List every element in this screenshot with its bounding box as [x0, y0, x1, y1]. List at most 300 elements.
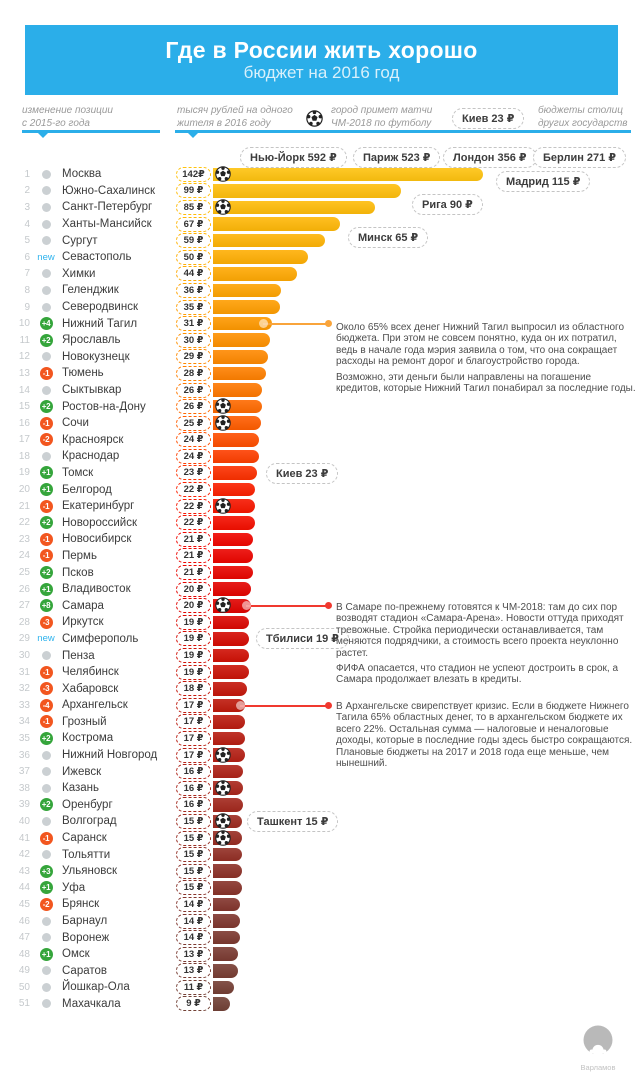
table-row	[0, 531, 636, 548]
city-label: Сургут	[62, 234, 98, 247]
rank-number: 35	[18, 732, 30, 744]
legend-value-line1: тысяч рублей на одного	[177, 105, 293, 116]
rank-down-badge: -1	[40, 715, 53, 728]
value-bubble: 15 ₽	[176, 864, 211, 879]
city-label: Кострома	[62, 732, 114, 745]
rank-down-badge: -1	[40, 666, 53, 679]
budget-bar	[213, 333, 270, 347]
rank-number: 41	[18, 832, 30, 844]
city-label: Воронеж	[62, 931, 110, 944]
budget-bar	[213, 582, 251, 596]
budget-bar	[213, 549, 253, 563]
no-change-dot-icon	[42, 303, 51, 312]
annotation-paragraph: В Архангельске свирепствует кризис. Если в бюджете Нижнего Тагила 65% областных денег, то в архангельском бюджете их всего 22%. Остальная сумма — налоговые и неналоговые доходы, которые в последние годы здесь быстро сокращаются. Плановые бюджеты на 2017 и 2018 года еще меньше, чем нынешний.	[336, 701, 633, 770]
city-label: Севастополь	[62, 251, 132, 264]
budget-bar	[213, 898, 240, 912]
change-badge-cell	[30, 832, 62, 845]
budget-bar	[213, 184, 401, 198]
no-change-dot-icon	[42, 933, 51, 942]
change-badge-cell	[30, 500, 62, 513]
budget-bar	[213, 450, 259, 464]
value-bubble: 19 ₽	[176, 615, 211, 630]
no-change-dot-icon	[42, 850, 51, 859]
table-row	[0, 564, 636, 581]
city-label: Иркутск	[62, 616, 104, 629]
city-label: Владивосток	[62, 583, 131, 596]
rank-number: 19	[18, 467, 30, 479]
rank-down-badge: -1	[40, 367, 53, 380]
no-change-dot-icon	[42, 286, 51, 295]
city-label: Пенза	[62, 649, 95, 662]
city-label: Южно-Сахалинск	[62, 184, 155, 197]
header-banner	[25, 25, 618, 95]
budget-bar	[213, 433, 259, 447]
budget-bar	[213, 234, 325, 248]
budget-bar	[213, 715, 245, 729]
bar-track	[213, 433, 636, 447]
budget-bar	[213, 732, 245, 746]
change-badge-cell	[30, 616, 62, 629]
budget-bar	[213, 217, 340, 231]
change-badge-cell	[30, 784, 62, 793]
table-row	[0, 398, 636, 415]
change-badge-cell	[30, 203, 62, 212]
table-row	[0, 548, 636, 565]
bar-track	[213, 499, 636, 513]
rank-number: 50	[18, 981, 30, 993]
budget-bar	[213, 914, 240, 928]
rank-number: 36	[18, 749, 30, 761]
change-badge-cell	[30, 881, 62, 894]
value-bubble: 14 ₽	[176, 914, 211, 929]
budget-bar	[213, 383, 262, 397]
no-change-dot-icon	[42, 817, 51, 826]
rank-number: 18	[18, 450, 30, 462]
value-bubble: 26 ₽	[176, 399, 211, 414]
rank-number: 26	[18, 583, 30, 595]
bar-track	[213, 582, 636, 596]
annotation-paragraph: Возможно, эти деньги были направлены на погашение кредитов, которые Нижний Тагил понабирал за последние годы.	[336, 371, 636, 395]
table-row	[0, 880, 636, 897]
rank-number: 48	[18, 948, 30, 960]
city-label: Уфа	[62, 881, 86, 894]
rank-up-badge: +2	[40, 732, 53, 745]
city-label: Екатеринбург	[62, 500, 135, 513]
worldcup-ball-icon	[215, 830, 231, 846]
no-change-dot-icon	[42, 170, 51, 179]
city-label: Саратов	[62, 964, 108, 977]
table-row	[0, 282, 636, 299]
budget-bar	[213, 516, 255, 530]
annotation-paragraph: Около 65% всех денег Нижний Тагил выпросил из областного бюджета. При этом не совсем понятно, куда он их потратил, ведь в начале года мэрия заявила о том, что она сокращает расходы на ремонт дорог и благоустройство города.	[336, 322, 625, 368]
city-label: Псков	[62, 566, 94, 579]
bar-track	[213, 450, 636, 464]
value-bubble: 21 ₽	[176, 548, 211, 563]
worldcup-ball-icon	[215, 398, 231, 414]
rank-number: 42	[18, 849, 30, 861]
rank-number: 49	[18, 965, 30, 977]
value-bubble: 14 ₽	[176, 930, 211, 945]
value-bubble: 21 ₽	[176, 532, 211, 547]
value-bubble: 28 ₽	[176, 366, 211, 381]
table-row	[0, 514, 636, 531]
bar-track	[213, 848, 636, 862]
value-bubble: 19 ₽	[176, 631, 211, 646]
value-bubble: 18 ₽	[176, 681, 211, 696]
budget-bar	[213, 682, 247, 696]
rank-up-badge: +2	[40, 334, 53, 347]
annotation-text	[336, 701, 636, 773]
change-badge-cell	[30, 549, 62, 562]
value-bubble: 9 ₽	[176, 996, 211, 1011]
capital-budget-bubble: Берлин 271 ₽	[533, 147, 626, 168]
change-badge-cell	[30, 865, 62, 878]
change-badge-cell	[30, 666, 62, 679]
city-label: Красноярск	[62, 433, 124, 446]
worldcup-ball-icon	[215, 498, 231, 514]
change-badge-cell	[30, 433, 62, 446]
annotation-text	[336, 602, 636, 690]
capital-budget-bubble: Минск 65 ₽	[348, 227, 428, 248]
table-row	[0, 896, 636, 913]
annotation-paragraph: ФИФА опасается, что стадион не успеют достроить в срок, а Самара продолжает влезать в кредиты.	[336, 663, 619, 686]
budget-bar	[213, 931, 240, 945]
rank-up-badge: +1	[40, 483, 53, 496]
city-label: Самара	[62, 599, 104, 612]
value-bubble: 17 ₽	[176, 731, 211, 746]
rank-number: 3	[24, 201, 30, 213]
soccer-ball-icon	[306, 110, 323, 127]
value-bubble: 20 ₽	[176, 582, 211, 597]
value-bubble: 15 ₽	[176, 831, 211, 846]
budget-bar	[213, 350, 268, 364]
worldcup-ball-icon	[215, 597, 231, 613]
change-badge-cell	[30, 898, 62, 911]
city-label: Казань	[62, 782, 99, 795]
city-label: Грозный	[62, 715, 107, 728]
no-change-dot-icon	[42, 220, 51, 229]
city-label: Волгоград	[62, 815, 117, 828]
rank-down-badge: -1	[40, 549, 53, 562]
bar-track	[213, 549, 636, 563]
rank-number: 51	[18, 998, 30, 1010]
worldcup-ball-icon	[215, 747, 231, 763]
legend-ball-line2: ЧМ-2018 по футболу	[331, 117, 432, 129]
rank-number: 37	[18, 766, 30, 778]
legend-change-line2: с 2015-го года	[22, 117, 90, 129]
value-bubble: 15 ₽	[176, 814, 211, 829]
city-label: Нижний Тагил	[62, 317, 138, 330]
change-badge-cell	[30, 999, 62, 1008]
rank-number: 9	[24, 301, 30, 313]
table-row	[0, 266, 636, 283]
bar-track	[213, 483, 636, 497]
budget-bar	[213, 466, 257, 480]
rank-number: 45	[18, 898, 30, 910]
no-change-dot-icon	[42, 236, 51, 245]
table-row	[0, 415, 636, 432]
city-label: Новокузнецк	[62, 350, 130, 363]
callout-source-dot	[236, 701, 245, 710]
rank-up-badge: +1	[40, 948, 53, 961]
bar-track	[213, 533, 636, 547]
value-bubble: 26 ₽	[176, 383, 211, 398]
budget-bar	[213, 798, 243, 812]
rank-number: 29	[18, 633, 30, 645]
value-bubble: 24 ₽	[176, 432, 211, 447]
change-badge-cell	[30, 533, 62, 546]
change-badge-cell	[30, 583, 62, 596]
value-bubble: 20 ₽	[176, 598, 211, 613]
legend-pointer-change	[38, 133, 48, 138]
rank-number: 43	[18, 865, 30, 877]
rank-down-badge: -2	[40, 433, 53, 446]
change-badge-cell	[30, 633, 62, 644]
city-label: Пермь	[62, 549, 97, 562]
bar-track	[213, 947, 636, 961]
no-change-dot-icon	[42, 651, 51, 660]
city-label: Челябинск	[62, 666, 119, 679]
city-label: Химки	[62, 267, 96, 280]
no-change-dot-icon	[42, 999, 51, 1008]
budget-bar	[213, 201, 375, 215]
budget-bar	[213, 997, 230, 1011]
change-badge-cell	[30, 334, 62, 347]
value-bubble: 25 ₽	[176, 416, 211, 431]
no-change-dot-icon	[42, 966, 51, 975]
rank-number: 31	[18, 666, 30, 678]
rank-number: 23	[18, 533, 30, 545]
budget-bar	[213, 649, 249, 663]
budget-bar	[213, 566, 253, 580]
table-row	[0, 498, 636, 515]
bar-track	[213, 284, 636, 298]
rank-up-badge: +3	[40, 865, 53, 878]
change-badge-cell	[30, 917, 62, 926]
bar-track	[213, 250, 636, 264]
city-label: Махачкала	[62, 997, 121, 1010]
value-bubble: 17 ₽	[176, 748, 211, 763]
value-bubble: 15 ₽	[176, 880, 211, 895]
legend-value-line2: жителя в 2016 году	[177, 117, 271, 129]
budget-bar	[213, 632, 249, 646]
change-badge-cell	[30, 751, 62, 760]
budget-bar	[213, 483, 255, 497]
city-ranking-list	[0, 166, 636, 1012]
capital-budget-bubble: Нью-Йорк 592 ₽	[240, 147, 347, 168]
table-row	[0, 929, 636, 946]
rank-number: 4	[24, 218, 30, 230]
legend-ball-line1: город примет матчи	[331, 105, 433, 116]
value-bubble: 44 ₽	[176, 266, 211, 281]
legend-value-unit	[177, 105, 293, 130]
change-badge-cell	[30, 466, 62, 479]
page-subtitle: бюджет на 2016 год	[243, 63, 400, 82]
callout-source-dot	[259, 319, 268, 328]
bar-track	[213, 831, 636, 845]
change-badge-cell	[30, 483, 62, 496]
varlamov-afro-icon	[578, 1024, 618, 1060]
value-bubble: 22 ₽	[176, 499, 211, 514]
bar-track	[213, 898, 636, 912]
no-change-dot-icon	[42, 983, 51, 992]
value-bubble: 19 ₽	[176, 648, 211, 663]
city-label: Ульяновск	[62, 865, 117, 878]
table-row	[0, 830, 636, 847]
callout-line	[240, 705, 328, 707]
bar-track	[213, 798, 636, 812]
city-label: Симферополь	[62, 632, 139, 645]
value-bubble: 16 ₽	[176, 797, 211, 812]
table-row	[0, 846, 636, 863]
bar-track	[213, 300, 636, 314]
value-bubble: 22 ₽	[176, 482, 211, 497]
change-badge-cell	[30, 516, 62, 529]
legend-foreign-capitals	[538, 105, 628, 130]
author-logo	[572, 1024, 624, 1072]
value-bubble: 29 ₽	[176, 349, 211, 364]
change-badge-cell	[30, 400, 62, 413]
rank-up-badge: +2	[40, 400, 53, 413]
city-label: Йошкар-Ола	[62, 981, 130, 994]
capital-budget-bubble: Ташкент 15 ₽	[247, 811, 338, 832]
rank-down-badge: -2	[40, 898, 53, 911]
value-bubble: 11 ₽	[176, 980, 211, 995]
change-badge-cell	[30, 767, 62, 776]
table-row	[0, 432, 636, 449]
value-bubble: 85 ₽	[176, 200, 211, 215]
change-badge-cell	[30, 682, 62, 695]
table-row	[0, 996, 636, 1013]
change-badge-cell	[30, 983, 62, 992]
rank-up-badge: +1	[40, 583, 53, 596]
legend-pointer-bars	[188, 133, 198, 138]
change-badge-cell	[30, 566, 62, 579]
table-row	[0, 581, 636, 598]
rank-down-badge: -3	[40, 682, 53, 695]
city-label: Санкт-Петербург	[62, 201, 153, 214]
change-badge-cell	[30, 236, 62, 245]
change-badge-cell	[30, 317, 62, 330]
no-change-dot-icon	[42, 917, 51, 926]
budget-bar	[213, 367, 266, 381]
city-label: Москва	[62, 168, 102, 181]
annotation-text	[336, 322, 636, 398]
rank-down-badge: -1	[40, 832, 53, 845]
change-badge-cell	[30, 966, 62, 975]
rank-number: 34	[18, 716, 30, 728]
rank-down-badge: -1	[40, 533, 53, 546]
change-badge-cell	[30, 798, 62, 811]
rank-up-badge: +1	[40, 466, 53, 479]
callout-end-dot	[325, 320, 332, 327]
bar-track	[213, 931, 636, 945]
callout-end-dot	[325, 702, 332, 709]
capital-budget-bubble: Мадрид 115 ₽	[496, 171, 590, 192]
budget-bar	[213, 981, 234, 995]
worldcup-ball-icon	[215, 780, 231, 796]
change-badge-cell	[30, 452, 62, 461]
budget-bar	[213, 964, 238, 978]
city-label: Барнаул	[62, 915, 108, 928]
bar-track	[213, 781, 636, 795]
budget-bar	[213, 665, 249, 679]
city-label: Сыктывкар	[62, 384, 122, 397]
change-badge-cell	[30, 948, 62, 961]
city-label: Ижевск	[62, 765, 102, 778]
budget-bar	[213, 267, 297, 281]
no-change-dot-icon	[42, 784, 51, 793]
bar-track	[213, 267, 636, 281]
change-badge-cell	[30, 352, 62, 361]
value-bubble: 24 ₽	[176, 449, 211, 464]
no-change-dot-icon	[42, 452, 51, 461]
budget-bar	[213, 765, 243, 779]
table-row	[0, 963, 636, 980]
rank-number: 39	[18, 799, 30, 811]
city-label: Тюмень	[62, 367, 104, 380]
no-change-dot-icon	[42, 352, 51, 361]
rank-number: 32	[18, 683, 30, 695]
table-row	[0, 249, 636, 266]
legend-change-line1: изменение позиции	[22, 105, 113, 116]
change-badge-cell	[30, 933, 62, 942]
city-label: Саранск	[62, 832, 107, 845]
callout-line	[263, 323, 328, 325]
rank-number: 20	[18, 484, 30, 496]
value-bubble: 13 ₽	[176, 947, 211, 962]
table-row	[0, 780, 636, 797]
city-label: Брянск	[62, 898, 100, 911]
city-label: Оренбург	[62, 798, 113, 811]
no-change-dot-icon	[42, 386, 51, 395]
rank-number: 16	[18, 417, 30, 429]
new-entry-badge: new	[37, 633, 55, 645]
change-badge-cell	[30, 303, 62, 312]
city-label: Томск	[62, 466, 94, 479]
legend-capital-example-bubble: Киев 23 ₽	[452, 108, 524, 129]
bar-track	[213, 981, 636, 995]
change-badge-cell	[30, 699, 62, 712]
rank-number: 14	[18, 384, 30, 396]
change-badge-cell	[30, 386, 62, 395]
new-entry-badge: new	[37, 251, 55, 263]
rank-number: 15	[18, 401, 30, 413]
rank-number: 38	[18, 782, 30, 794]
value-bubble: 14 ₽	[176, 897, 211, 912]
bar-track	[213, 864, 636, 878]
worldcup-ball-icon	[215, 199, 231, 215]
value-bubble: 17 ₽	[176, 714, 211, 729]
change-badge-cell	[30, 599, 62, 612]
table-row	[0, 979, 636, 996]
value-bubble: 50 ₽	[176, 250, 211, 265]
value-bubble: 35 ₽	[176, 300, 211, 315]
budget-bar	[213, 616, 249, 630]
change-badge-cell	[30, 186, 62, 195]
value-bubble: 36 ₽	[176, 283, 211, 298]
change-badge-cell	[30, 252, 62, 263]
rank-up-badge: +2	[40, 566, 53, 579]
rank-up-badge: +8	[40, 599, 53, 612]
change-badge-cell	[30, 220, 62, 229]
author-name: Варламов	[580, 1063, 616, 1072]
rank-up-badge: +2	[40, 516, 53, 529]
rank-number: 24	[18, 550, 30, 562]
table-row	[0, 913, 636, 930]
change-badge-cell	[30, 651, 62, 660]
rank-number: 10	[18, 318, 30, 330]
